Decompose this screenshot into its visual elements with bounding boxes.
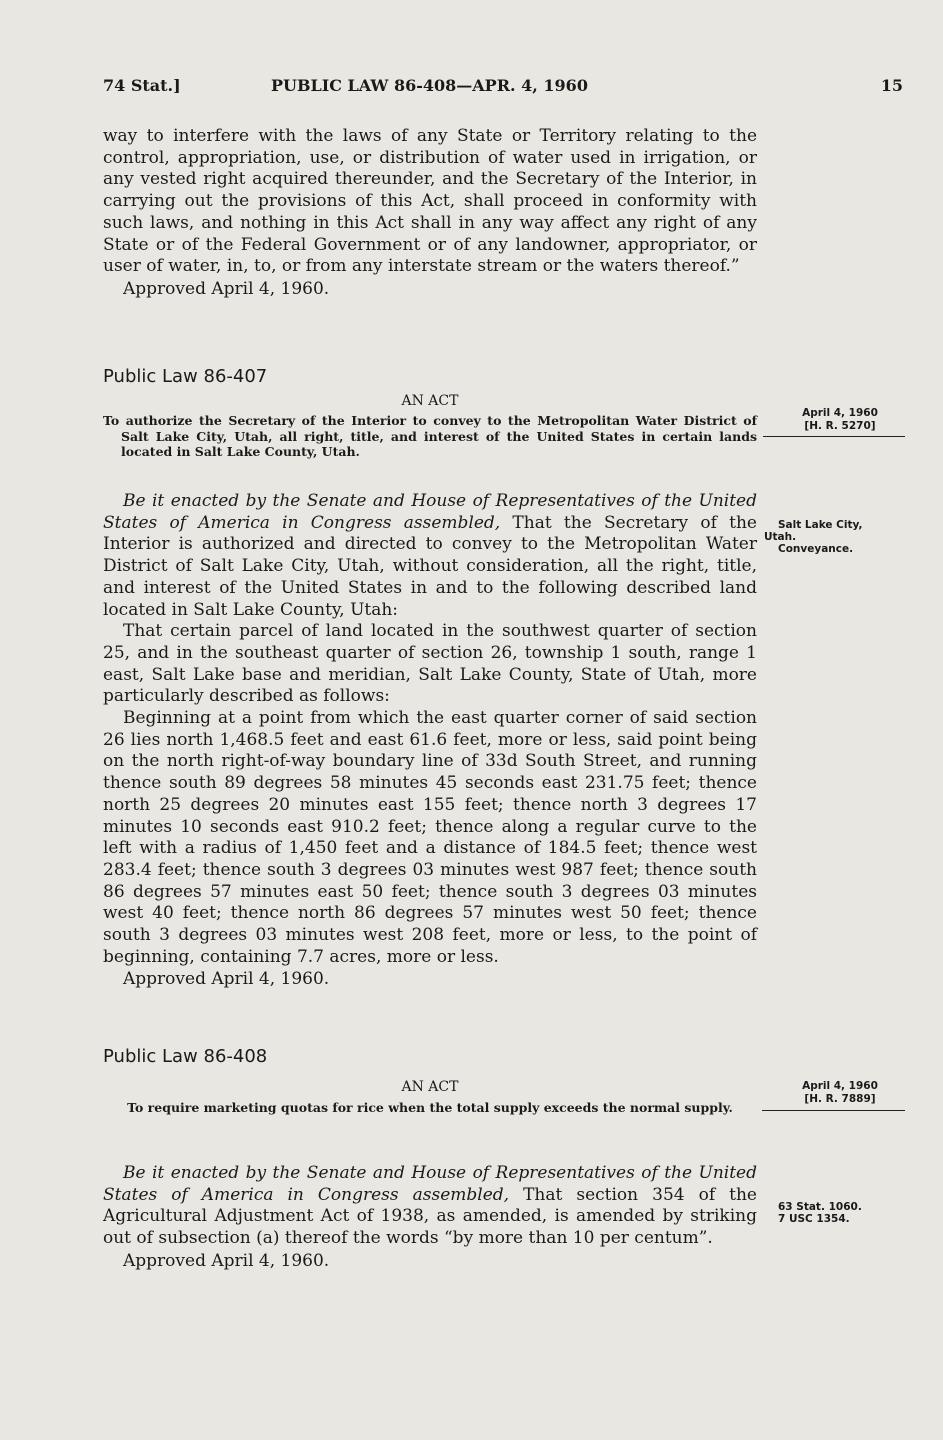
law1-approved: Approved April 4, 1960. bbox=[123, 969, 330, 990]
law2-margin-bill: [H. R. 7889] bbox=[804, 1093, 876, 1105]
law1-margin-note-1: Salt Lake City, bbox=[778, 519, 863, 531]
law1-purpose: To authorize the Secretary of the Interior to convey to the Metropolitan Water District of Salt Lake City, Utah, all right, title, and interest of the United States in certain lands located in Salt Lake County, Utah. bbox=[103, 413, 757, 459]
law1-body bbox=[103, 491, 757, 990]
law1-title: Public Law 86-407 bbox=[103, 366, 268, 387]
law-86-407 bbox=[103, 366, 757, 460]
intro-approved: Approved April 4, 1960. bbox=[123, 278, 330, 299]
running-header bbox=[103, 76, 903, 102]
law1-enacting-clause: Be it enacted by the Senate and House of Representatives of the United States of America in Congress assembled, bbox=[103, 491, 757, 533]
law2-title: Public Law 86-408 bbox=[103, 1046, 268, 1067]
law1-margin-date: April 4, 1960 bbox=[802, 407, 878, 419]
law1-enacting-paragraph bbox=[103, 491, 757, 621]
law-86-408 bbox=[103, 1046, 757, 1116]
law1-margin-rule bbox=[763, 436, 905, 437]
law2-enacting-paragraph bbox=[103, 1163, 757, 1250]
law2-enacting-text: That section 354 of the Agricultural Adjustment Act of 1938, as amended, is amended by striking out of subsection (a) thereof the words “by more than 10 per centum”. bbox=[103, 1184, 757, 1249]
law1-margin-note-2: Utah. bbox=[764, 531, 797, 543]
law1-margin-note-3: Conveyance. bbox=[778, 543, 854, 555]
law2-margin-rule bbox=[762, 1110, 905, 1111]
law2-margin-date: April 4, 1960 bbox=[802, 1080, 878, 1092]
page-number: 15 bbox=[880, 76, 903, 95]
law2-body bbox=[103, 1163, 757, 1272]
law1-an-act: AN ACT bbox=[401, 393, 459, 409]
law2-margin-cite-1: 63 Stat. 1060. bbox=[778, 1201, 862, 1213]
intro-paragraph: way to interfere with the laws of any State or Territory relating to the control, appropriation, use, or distribution of water used in irrigation, or any vested right acquired thereunder, and the Secretary of the Interior, in carrying out the provisions of this Act, shall proceed in conformity with such laws, and nothing in this Act shall in any way affect any right of any State or of the Federal Government or of any landowner, appropriator, or user of water, in, to, or from any interstate stream or the waters thereof.” bbox=[103, 126, 757, 277]
law1-margin-bill: [H. R. 5270] bbox=[804, 420, 876, 432]
law1-parcel-paragraph: That certain parcel of land located in the southwest quarter of section 25, and in the southeast quarter of section 26, township 1 south, range 1 east, Salt Lake base and meridian, Salt Lake County, State of Utah, more particularly described as follows: bbox=[103, 621, 757, 707]
law1-boundary-paragraph: Beginning at a point from which the east quarter corner of said section 26 lies north 1,468.5 feet and east 61.6 feet, more or less, said point being on the north right-of-way boundary line of 33d South Street, and running thence south 89 degrees 58 minutes 45 seconds east 231.75 feet; thence north 25 degrees 20 minutes east 155 feet; thence north 3 degrees 17 minutes 10 seconds east 910.2 feet; thence along a regular curve to the left with a radius of 1,450 feet and a distance of 184.5 feet; thence west 283.4 feet; thence south 3 degrees 03 minutes west 987 feet; thence south 86 degrees 57 minutes east 50 feet; thence south 3 degrees 03 minutes west 40 feet; thence north 86 degrees 57 minutes west 50 feet; thence south 3 degrees 03 minutes west 208 feet, more or less, to the point of beginning, containing 7.7 acres, more or less. bbox=[103, 708, 757, 967]
law2-purpose: To require marketing quotas for rice when the total supply exceeds the normal supply. bbox=[127, 1100, 733, 1115]
law-header: PUBLIC LAW 86-408—APR. 4, 1960 bbox=[271, 76, 588, 95]
law2-approved: Approved April 4, 1960. bbox=[123, 1250, 330, 1271]
law2-margin-cite-2: 7 USC 1354. bbox=[778, 1213, 850, 1225]
law2-an-act: AN ACT bbox=[401, 1079, 459, 1095]
law2-enacting-clause: Be it enacted by the Senate and House of Representatives of the United States of America in Congress assembled, bbox=[103, 1163, 757, 1205]
intro-section bbox=[103, 126, 757, 300]
volume-reference: 74 Stat.] bbox=[103, 76, 181, 95]
law1-enacting-text: That the Secretary of the Interior is authorized and directed to convey to the Metropolitan Water District of Salt Lake City, Utah, without consideration, all the right, title, and interest of the United States in and to the following described land located in Salt Lake County, Utah: bbox=[103, 512, 757, 620]
